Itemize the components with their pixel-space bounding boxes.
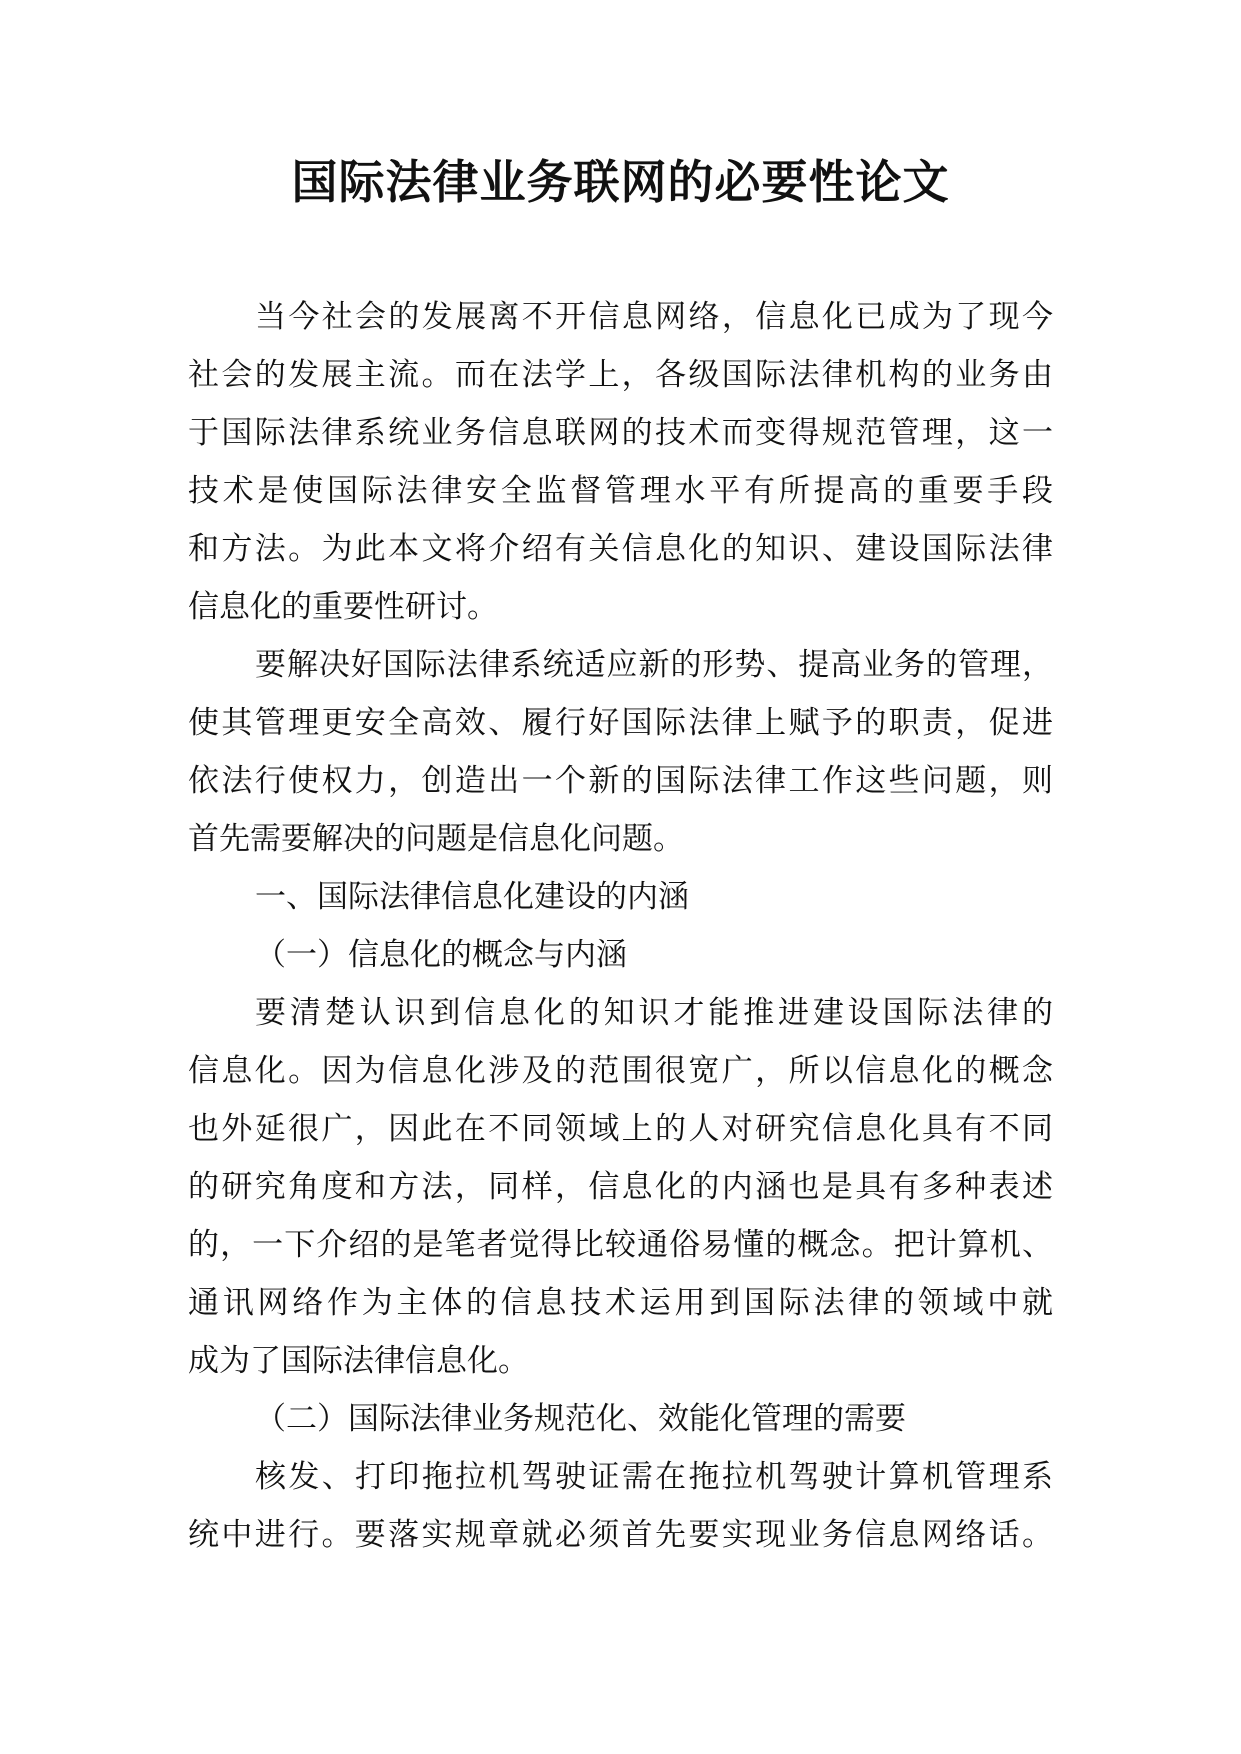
- paragraph-line: 核发、打印拖拉机驾驶证需在拖拉机驾驶计算机管理系: [255, 1459, 1053, 1495]
- paragraph-line: 于国际法律系统业务信息联网的技术而变得规范管理，这一: [188, 415, 1053, 451]
- paragraph-line: 依法行使权力，创造出一个新的国际法律工作这些问题，则: [188, 763, 1053, 799]
- paragraph-line: 首先需要解决的问题是信息化问题。: [188, 821, 684, 857]
- paragraph-line: 统中进行。要落实规章就必须首先要实现业务信息网络话。: [188, 1517, 1053, 1553]
- paragraph-line: 社会的发展主流。而在法学上，各级国际法律机构的业务由: [188, 357, 1053, 393]
- paragraph-line: 的研究角度和方法，同样，信息化的内涵也是具有多种表述: [188, 1169, 1053, 1205]
- paragraph-line: 信息化的重要性研讨。: [188, 589, 498, 625]
- paragraph-line: 技术是使国际法律安全监督管理水平有所提高的重要手段: [188, 473, 1053, 509]
- section-heading: 一、国际法律信息化建设的内涵: [255, 879, 689, 915]
- paragraph-line: 要解决好国际法律系统适应新的形势、提高业务的管理，: [255, 647, 1053, 683]
- document-title: 国际法律业务联网的必要性论文: [291, 155, 950, 209]
- paragraph-line: 当今社会的发展离不开信息网络，信息化已成为了现今: [255, 299, 1053, 335]
- paragraph-line: 信息化。因为信息化涉及的范围很宽广，所以信息化的概念: [188, 1053, 1053, 1089]
- paragraph-line: 也外延很广，因此在不同领域上的人对研究信息化具有不同: [188, 1111, 1053, 1147]
- subsection-heading: （二）国际法律业务规范化、效能化管理的需要: [255, 1401, 906, 1437]
- paragraph-line: 通讯网络作为主体的信息技术运用到国际法律的领域中就: [188, 1285, 1053, 1321]
- document-body: [188, 288, 1053, 1564]
- paragraph-line: 使其管理更安全高效、履行好国际法律上赋予的职责，促进: [188, 705, 1053, 741]
- paragraph-line: 的，一下介绍的是笔者觉得比较通俗易懂的概念。把计算机、: [188, 1227, 1053, 1263]
- paragraph-line: 要清楚认识到信息化的知识才能推进建设国际法律的: [255, 995, 1053, 1031]
- subsection-heading: （一）信息化的概念与内涵: [255, 937, 627, 973]
- paragraph-line: 成为了国际法律信息化。: [188, 1343, 529, 1379]
- paragraph-line: 和方法。为此本文将介绍有关信息化的知识、建设国际法律: [188, 531, 1053, 567]
